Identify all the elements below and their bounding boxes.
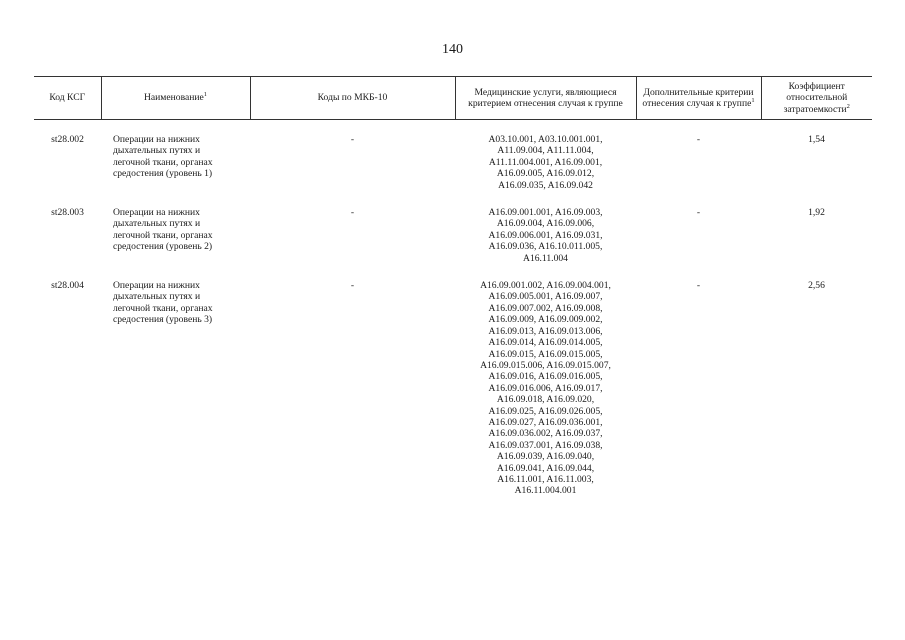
service-code-line: A16.09.041, A16.09.044, (496, 462, 595, 474)
header-additional: Дополнительные критерии отнесения случая к группе$^1$ (636, 77, 761, 120)
ksg-name-line: Операции на нижних (113, 134, 200, 145)
ksg-name-line: дыхательных путях и (113, 218, 201, 230)
service-code-line: A16.09.036, A16.10.011.005, (488, 241, 603, 253)
service-code-line: A16.09.016, A16.09.016.005, (488, 371, 603, 383)
table-header-row (34, 77, 872, 120)
additional-criteria: - (696, 207, 701, 219)
additional-criteria: - (696, 280, 701, 292)
ksg-name-line: легочной ткани, органах (113, 229, 213, 241)
table-row (34, 280, 872, 513)
service-code-line: A16.09.035, A16.09.042 (498, 179, 593, 191)
ksg-name-line: легочной ткани, органах (113, 302, 213, 314)
table-row (34, 134, 872, 207)
medical-services (455, 280, 636, 513)
service-code-line: A16.09.004, A16.09.006, (496, 218, 595, 230)
service-code-line: A16.09.036.002, A16.09.037, (488, 428, 603, 440)
service-code-line: A16.11.004 (523, 252, 568, 264)
header-services: Медицинские услуги, являющиеся критерием отнесения случая к группе (455, 77, 636, 120)
ksg-name-line: легочной ткани, органах (113, 156, 213, 168)
service-code-line: A11.11.004.001, A16.09.001, (488, 156, 603, 168)
ksg-table (34, 76, 872, 513)
additional-criteria: - (696, 134, 701, 145)
service-code-line: A16.09.001.001, A16.09.003, (488, 207, 603, 219)
page-number: 140 (442, 42, 463, 57)
service-code-line: A16.09.015, A16.09.015.005, (488, 348, 603, 360)
cost-coefficient: 1,92 (808, 207, 825, 219)
service-code-line: A16.09.005.001, A16.09.007, (488, 291, 603, 303)
medical-services (455, 134, 636, 207)
ksg-name (101, 207, 250, 280)
cost-coefficient: 1,54 (808, 134, 825, 145)
service-code-line: A16.09.006.001, A16.09.031, (488, 229, 603, 241)
service-code-line: A16.09.039, A16.09.040, (496, 451, 595, 463)
ksg-name-line: Операции на нижних (113, 280, 200, 292)
ksg-name-line: средостения (уровень 3) (113, 314, 213, 326)
mkb-codes: - (350, 280, 355, 292)
header-code: Код КСГ (34, 77, 101, 120)
service-code-line: A16.11.004.001 (514, 485, 577, 497)
service-code-line: A16.09.025, A16.09.026.005, (488, 405, 603, 417)
header-coef: Коэффициент относительной затратоемкости$^2$ (761, 77, 872, 120)
service-code-line: A16.09.001.002, A16.09.004.001, (480, 280, 611, 292)
table-row (34, 207, 872, 280)
header-mkb: Коды по МКБ-10 (250, 77, 455, 120)
ksg-name-line: дыхательных путях и (113, 291, 201, 303)
header-name: Наименование$^1$ (101, 77, 250, 120)
service-code-line: A16.09.007.002, A16.09.008, (488, 302, 603, 314)
service-code-line: A16.09.016.006, A16.09.017, (488, 382, 603, 394)
service-code-line: A16.09.013, A16.09.013.006, (488, 325, 603, 337)
ksg-name-line: дыхательных путях и (113, 145, 201, 157)
ksg-code: st28.003 (51, 207, 84, 219)
service-code-line: A03.10.001, A03.10.001.001, (488, 134, 603, 145)
service-code-line: A16.09.014, A16.09.014.005, (488, 337, 603, 349)
cost-coefficient: 2,56 (808, 280, 825, 292)
ksg-name-line: средостения (уровень 2) (113, 241, 213, 253)
service-code-line: A16.09.015.006, A16.09.015.007, (480, 359, 611, 371)
service-code-line: A16.11.001, A16.11.003, (497, 473, 594, 485)
service-code-line: A16.09.005, A16.09.012, (496, 168, 595, 180)
service-code-line: A11.09.004, A11.11.004, (497, 145, 594, 157)
ksg-name-line: средостения (уровень 1) (113, 168, 213, 180)
ksg-name (101, 280, 250, 513)
ksg-name (101, 134, 250, 207)
service-code-line: A16.09.018, A16.09.020, (496, 394, 595, 406)
mkb-codes: - (350, 134, 355, 145)
mkb-codes: - (350, 207, 355, 219)
service-code-line: A16.09.037.001, A16.09.038, (488, 439, 603, 451)
service-code-line: A16.09.027, A16.09.036.001, (488, 416, 603, 428)
service-code-line: A16.09.009, A16.09.009.002, (488, 314, 603, 326)
ksg-code: st28.004 (51, 280, 84, 292)
ksg-name-line: Операции на нижних (113, 207, 200, 219)
medical-services (455, 207, 636, 280)
ksg-code: st28.002 (51, 134, 84, 145)
